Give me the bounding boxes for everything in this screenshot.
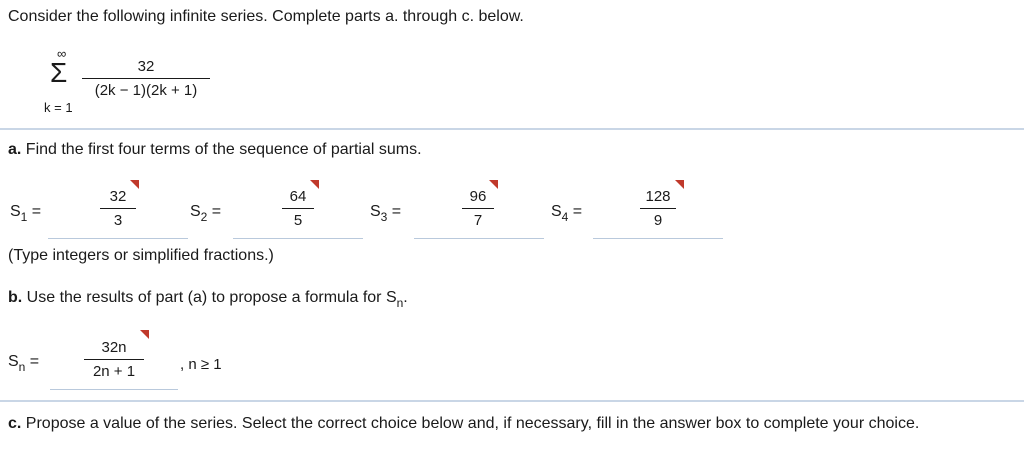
s3-answer-box[interactable] bbox=[462, 188, 494, 230]
part-c-letter: c. bbox=[8, 415, 22, 432]
s4-denominator: 9 bbox=[653, 212, 663, 229]
series-lower-limit: k = 1 bbox=[44, 100, 73, 115]
s3-denominator: 7 bbox=[473, 212, 483, 229]
s4-label: $S_4$ = bbox=[551, 203, 583, 224]
s2-denominator: 5 bbox=[293, 212, 303, 229]
sn-fraction-bar bbox=[84, 359, 144, 360]
sigma-symbol: Σ bbox=[50, 57, 68, 88]
s1-answer-box[interactable] bbox=[100, 188, 136, 230]
s3-fraction-bar bbox=[462, 208, 494, 209]
s1-label: $S_1$ = bbox=[10, 203, 42, 224]
sn-condition: , n ≥ 1 bbox=[180, 356, 222, 373]
part-a-prompt bbox=[8, 141, 422, 159]
s1-fraction-bar bbox=[100, 208, 136, 209]
sn-denominator: 2n + 1 bbox=[92, 363, 136, 380]
s4-numerator: 128 bbox=[645, 188, 671, 205]
part-b-letter: b. bbox=[8, 289, 23, 306]
answer-flag-icon bbox=[140, 330, 149, 339]
input-hint: (Type integers or simplified fractions.) bbox=[8, 247, 274, 264]
series-denominator: (2k − 1)(2k + 1) bbox=[94, 82, 198, 99]
intro-text: Consider the following infinite series. Complete parts a. through c. below. bbox=[8, 8, 524, 25]
s2-label: $S_2$ = bbox=[190, 203, 222, 224]
section-divider bbox=[0, 400, 1024, 402]
part-b-text: Use the results of part (a) to propose a formula for S bbox=[22, 289, 397, 306]
s4-answer-box[interactable] bbox=[640, 188, 676, 230]
s3-answer-underline bbox=[414, 238, 544, 239]
s4-answer-underline bbox=[593, 238, 723, 239]
s2-numerator: 64 bbox=[289, 188, 307, 205]
series-numerator: 32 bbox=[137, 58, 155, 75]
sn-answer-box[interactable] bbox=[84, 339, 144, 381]
answer-flag-icon bbox=[675, 180, 684, 189]
s1-answer-underline bbox=[48, 238, 188, 239]
s4-fraction-bar bbox=[640, 208, 676, 209]
sn-label: $S_n$ = bbox=[8, 353, 40, 374]
part-b-prompt: b. Use the results of part (a) to propose a formula for $S_n$. bbox=[8, 289, 408, 310]
s2-fraction-bar bbox=[282, 208, 314, 209]
section-divider bbox=[0, 128, 1024, 130]
s3-label: $S_3$ = bbox=[370, 203, 402, 224]
series-fraction bbox=[82, 58, 210, 100]
s2-answer-underline bbox=[233, 238, 363, 239]
s2-answer-box[interactable] bbox=[282, 188, 314, 230]
sn-numerator: 32n bbox=[101, 339, 127, 356]
s1-numerator: 32 bbox=[109, 188, 127, 205]
sn-answer-underline bbox=[50, 389, 178, 390]
answer-flag-icon bbox=[130, 180, 139, 189]
series-upper-limit: ∞ bbox=[57, 46, 67, 61]
s3-numerator: 96 bbox=[469, 188, 487, 205]
part-a-text: Find the first four terms of the sequence of partial sums. bbox=[21, 141, 422, 158]
part-c-prompt bbox=[8, 413, 1018, 435]
s1-denominator: 3 bbox=[113, 212, 123, 229]
series-fraction-bar bbox=[82, 78, 210, 79]
answer-flag-icon bbox=[489, 180, 498, 189]
part-c-text: Propose a value of the series. Select the correct choice below and, if necessary, fill in the answer box to complete your choice. bbox=[21, 415, 920, 432]
part-a-letter: a. bbox=[8, 141, 22, 158]
answer-flag-icon bbox=[310, 180, 319, 189]
